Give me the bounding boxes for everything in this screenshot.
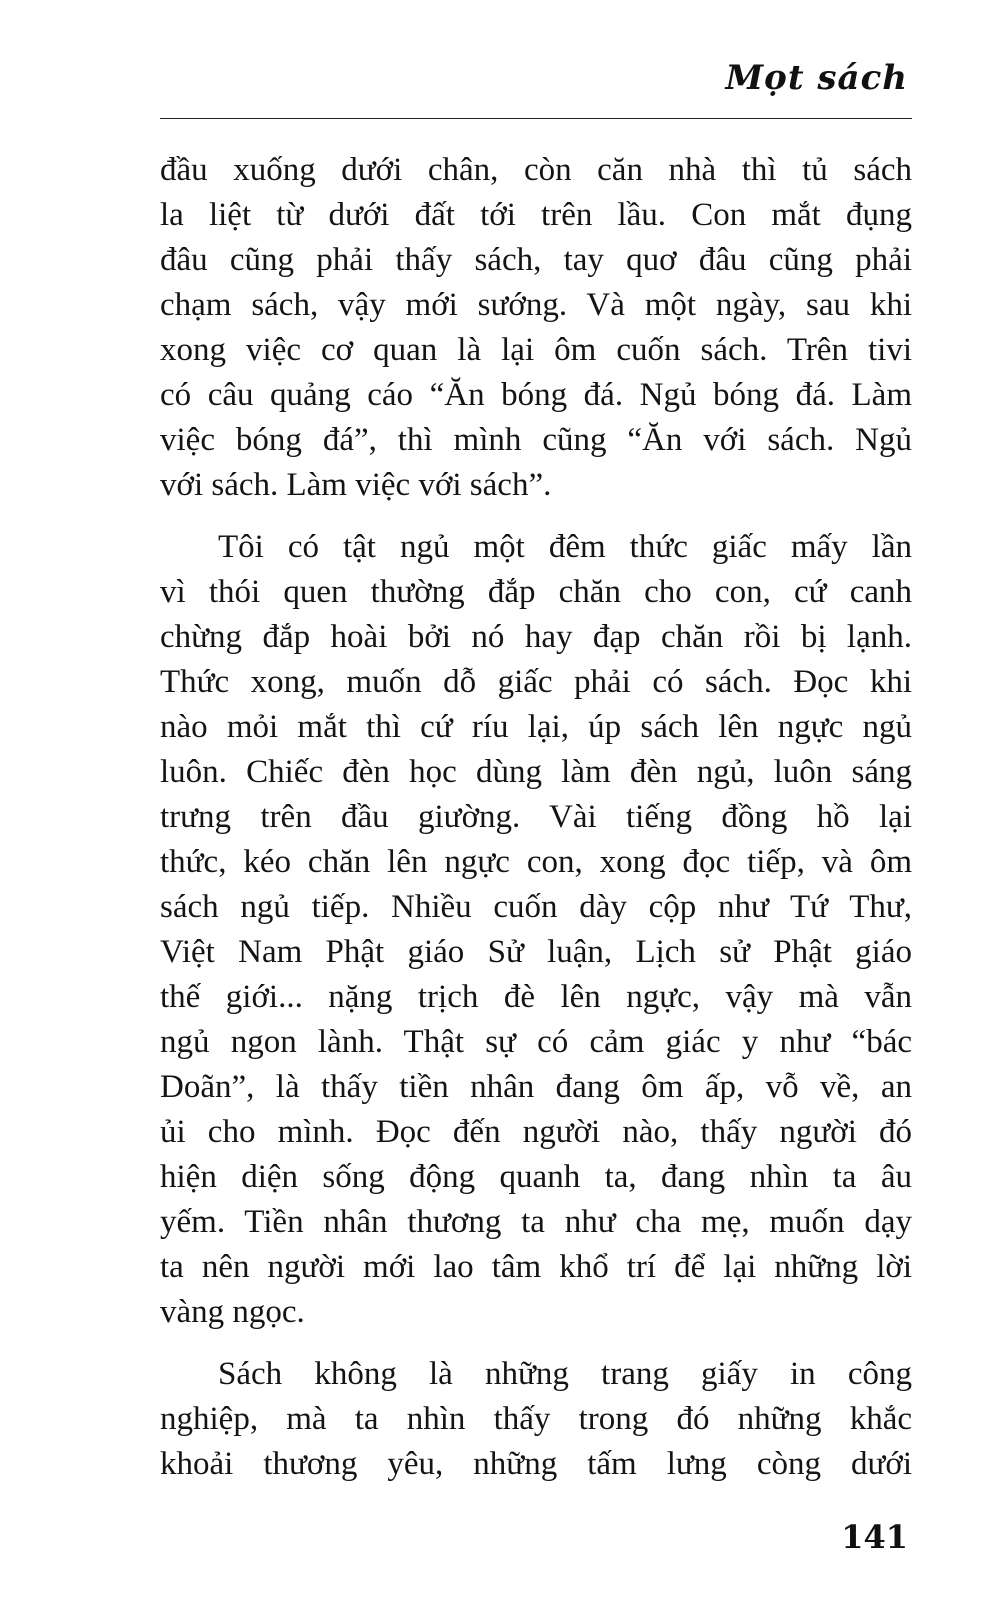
text-line: hiện diện sống động quanh ta, đang nhìn ta âu — [160, 1159, 912, 1195]
text-line: Thức xong, muốn dỗ giấc phải có sách. Đọc khi — [160, 664, 912, 700]
text-line: vàng ngọc. — [160, 1294, 305, 1330]
text-line: đâu cũng phải thấy sách, tay quơ đâu cũng phải — [160, 242, 912, 278]
text-line: Sách không là những trang giấy in công — [218, 1356, 912, 1392]
text-line: Tôi có tật ngủ một đêm thức giấc mấy lần — [218, 529, 912, 565]
text-line: Doãn”, là thấy tiền nhân đang ôm ấp, vỗ về, an — [160, 1069, 912, 1105]
text-line: ủi cho mình. Đọc đến người nào, thấy người đó — [160, 1114, 912, 1150]
text-line: với sách. Làm việc với sách”. — [160, 467, 552, 503]
text-line: việc bóng đá”, thì mình cũng “Ăn với sách. Ngủ — [160, 422, 912, 458]
text-line: ngủ ngon lành. Thật sự có cảm giác y như “bác — [160, 1024, 912, 1060]
text-line: thức, kéo chăn lên ngực con, xong đọc tiếp, và ôm — [160, 844, 912, 880]
body-text — [160, 148, 912, 1487]
text-line: sách ngủ tiếp. Nhiều cuốn dày cộp như Tứ Thư, — [160, 889, 912, 925]
text-line: yếm. Tiền nhân thương ta như cha mẹ, muốn dạy — [160, 1204, 912, 1240]
text-line: la liệt từ dưới đất tới trên lầu. Con mắt đụng — [160, 197, 912, 233]
header-divider — [160, 118, 912, 119]
text-line: trưng trên đầu giường. Vài tiếng đồng hồ lại — [160, 799, 912, 835]
text-line: khoải thương yêu, những tấm lưng còng dưới — [160, 1446, 912, 1482]
text-line: luôn. Chiếc đèn học dùng làm đèn ngủ, luôn sáng — [160, 754, 912, 790]
paragraph-1 — [160, 148, 912, 508]
page-number: 141 — [841, 1518, 908, 1556]
text-line: có câu quảng cáo “Ăn bóng đá. Ngủ bóng đá. Làm — [160, 377, 912, 413]
text-line: chạm sách, vậy mới sướng. Và một ngày, sau khi — [160, 287, 912, 323]
running-header-title: Mọt sách — [725, 58, 908, 98]
paragraph-2 — [160, 525, 912, 1335]
text-line: xong việc cơ quan là lại ôm cuốn sách. Trên tivi — [160, 332, 912, 368]
text-line: thế giới... nặng trịch đè lên ngực, vậy mà vẫn — [160, 979, 912, 1015]
text-line: chừng đắp hoài bởi nó hay đạp chăn rồi bị lạnh. — [160, 619, 912, 655]
text-line: nghiệp, mà ta nhìn thấy trong đó những khắc — [160, 1401, 912, 1437]
text-line: vì thói quen thường đắp chăn cho con, cứ canh — [160, 574, 912, 610]
text-line: ta nên người mới lao tâm khổ trí để lại những lời — [160, 1249, 912, 1285]
paragraph-3 — [160, 1352, 912, 1487]
text-line: nào mỏi mắt thì cứ ríu lại, úp sách lên ngực ngủ — [160, 709, 912, 745]
text-line: Việt Nam Phật giáo Sử luận, Lịch sử Phật giáo — [160, 934, 912, 970]
text-line: đầu xuống dưới chân, còn căn nhà thì tủ sách — [160, 152, 912, 188]
